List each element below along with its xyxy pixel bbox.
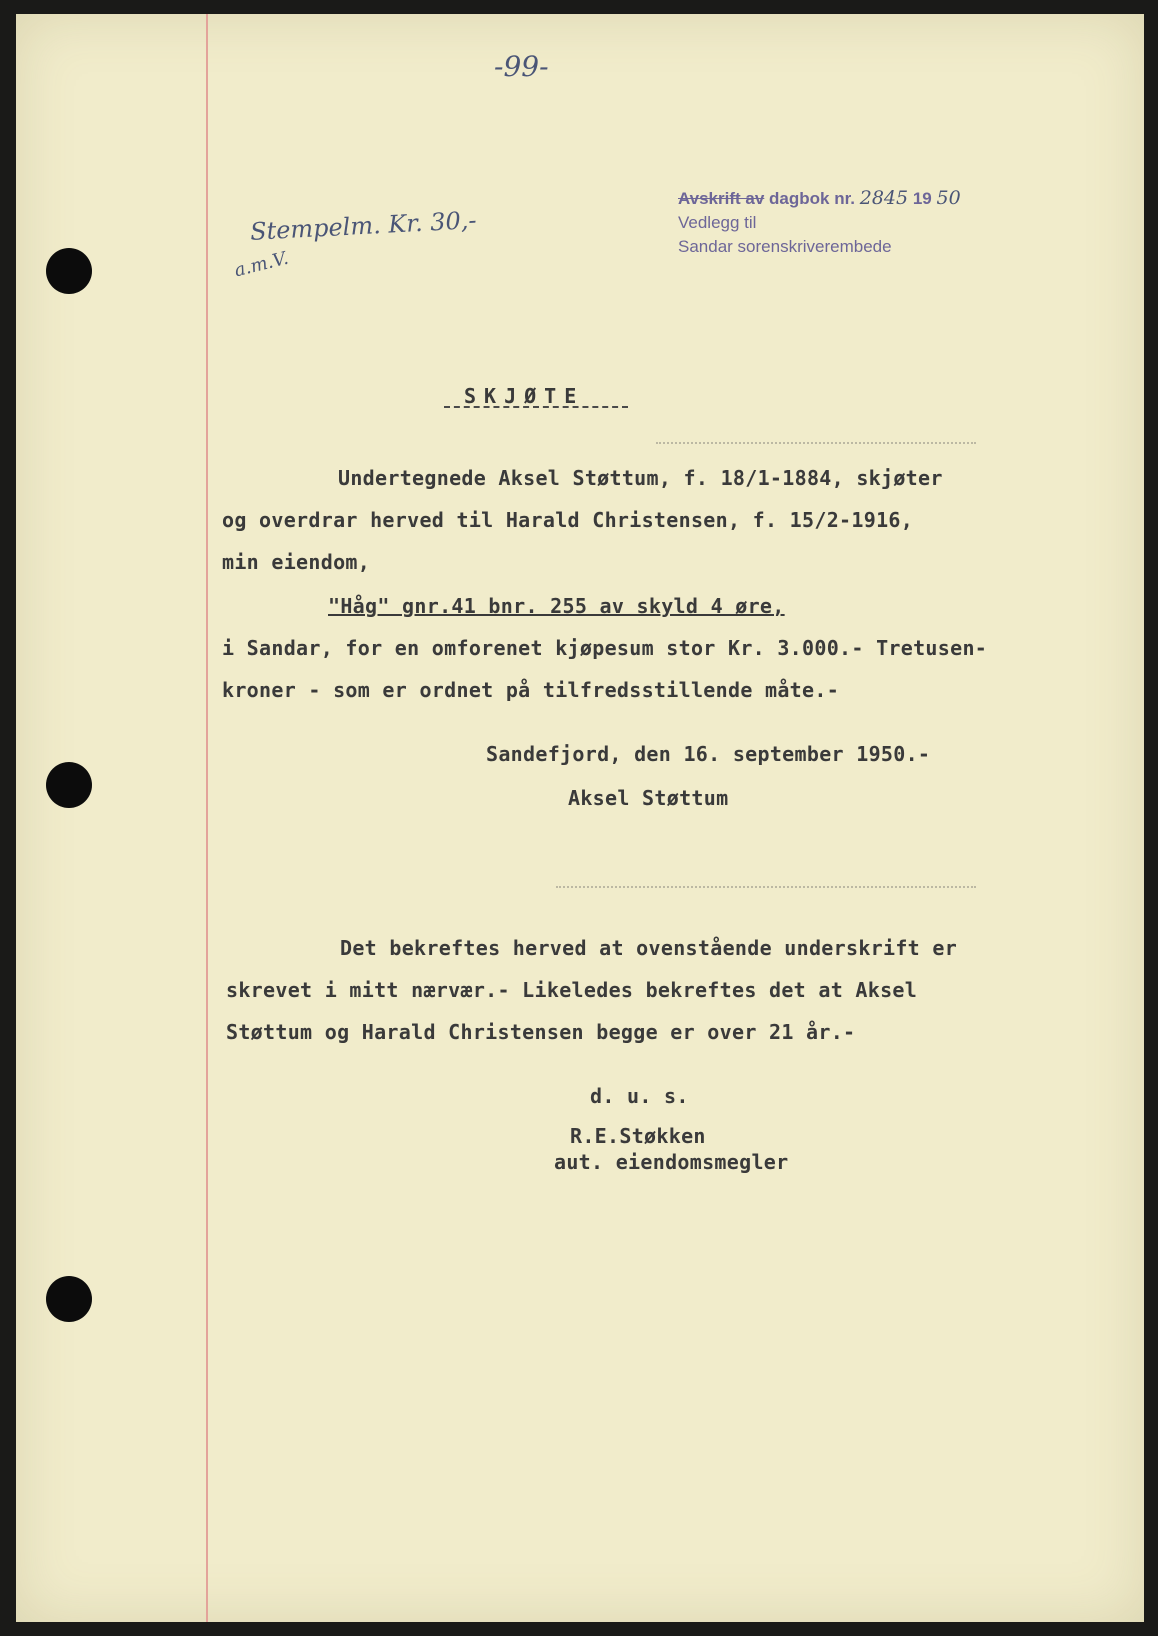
stamp-hand-number: 2845	[859, 187, 909, 209]
stamp-year-hand: 50	[936, 187, 961, 209]
certification-line: Støttum og Harald Christensen begge er over 21 år.-	[226, 1020, 856, 1044]
stamp-duty-note: Stempelm. Kr. 30,-	[249, 206, 478, 246]
initials-note: a.m.V.	[232, 247, 291, 282]
stamp-year-print: 19	[912, 189, 932, 208]
document-title: SKJØTE	[464, 384, 585, 408]
stamp-line-1	[678, 186, 961, 211]
certification-line: skrevet i mitt nærvær.- Likeledes bekreftes det at Aksel	[226, 978, 918, 1002]
margin-line	[206, 14, 208, 1622]
seller-signature: Aksel Støttum	[568, 786, 729, 810]
broker-role: aut. eiendomsmegler	[554, 1150, 789, 1174]
broker-name: R.E.Støkken	[570, 1124, 706, 1148]
stamp-line-2: Vedlegg til	[678, 213, 757, 232]
body-line: Undertegnede Aksel Støttum, f. 18/1-1884, skjøter	[338, 466, 943, 490]
body-line: min eiendom,	[222, 550, 371, 574]
place-date: Sandefjord, den 16. september 1950.-	[486, 742, 931, 766]
certification-line: Det bekreftes herved at ovenstående underskrift er	[340, 936, 958, 960]
punch-hole	[46, 248, 92, 294]
registry-stamp	[678, 186, 961, 259]
punch-hole	[46, 762, 92, 808]
punch-hole	[46, 1276, 92, 1322]
closing-dus: d. u. s.	[590, 1084, 689, 1108]
faint-rule	[656, 442, 976, 444]
faint-rule	[556, 886, 976, 888]
page-number: -99-	[494, 50, 549, 83]
stamp-dagbok-label: dagbok nr.	[769, 189, 856, 208]
title-underline	[444, 406, 628, 408]
body-line: i Sandar, for en omforenet kjøpesum stor Kr. 3.000.- Tretusen-	[222, 636, 988, 660]
stamp-line-3: Sandar sorenskriverembede	[678, 237, 892, 256]
property-line: "Håg" gnr.41 bnr. 255 av skyld 4 øre,	[328, 594, 785, 618]
document-page	[16, 14, 1144, 1622]
stamp-struck-text: Avskrift av	[678, 189, 765, 208]
body-line: kroner - som er ordnet på tilfredsstillende måte.-	[222, 678, 840, 702]
body-line: og overdrar herved til Harald Christensen, f. 15/2-1916,	[222, 508, 914, 532]
